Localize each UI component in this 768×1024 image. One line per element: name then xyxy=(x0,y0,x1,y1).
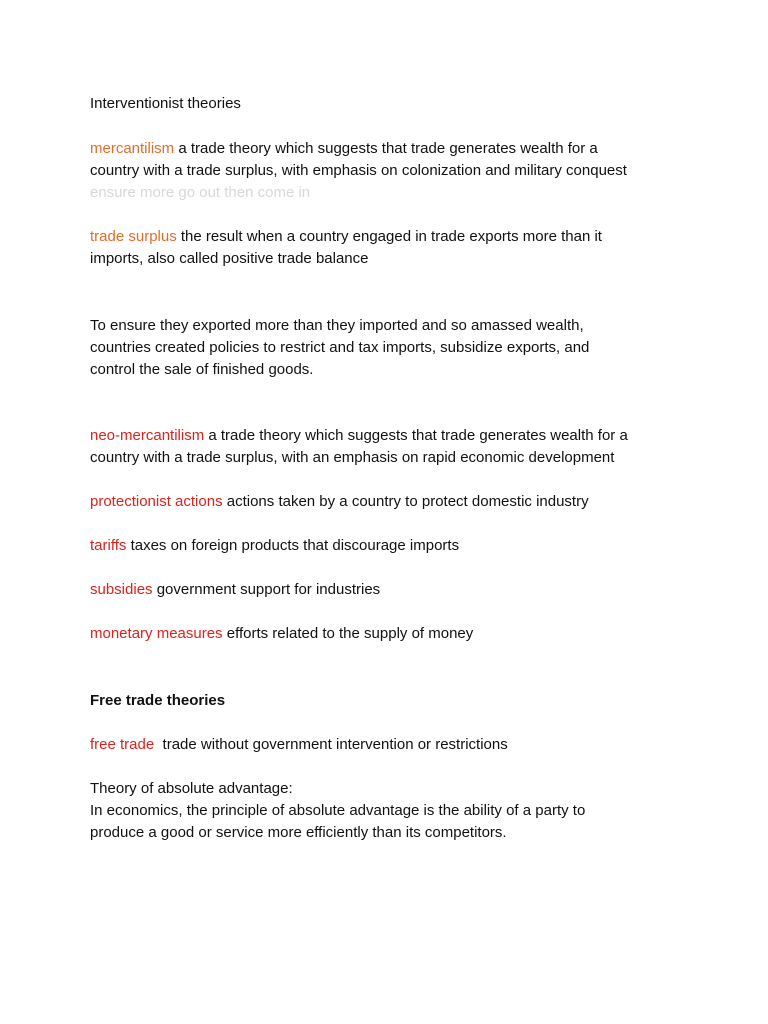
term-neo-mercantilism: neo-mercantilism xyxy=(90,427,205,444)
subsidies-text: government support for industries xyxy=(152,581,381,598)
term-free-trade: free trade xyxy=(90,736,155,753)
term-mercantilism: mercantilism xyxy=(90,140,175,157)
monetary-text: efforts related to the supply of money xyxy=(222,625,474,642)
tariffs-definition xyxy=(90,535,690,557)
absolute-advantage-line-2: produce a good or service more efficiently than its competitors. xyxy=(90,824,507,841)
paragraph-line-3: control the sale of finished goods. xyxy=(90,361,314,378)
mercantilism-faint-note: ensure more go out then come in xyxy=(90,184,311,201)
heading-free-trade-theories: Free trade theories xyxy=(90,692,226,709)
protectionist-text: actions taken by a country to protect domestic industry xyxy=(222,493,589,510)
term-trade-surplus: trade surplus xyxy=(90,228,177,245)
monetary-measures-definition xyxy=(90,623,690,645)
mercantilism-definition-line-1 xyxy=(90,138,690,160)
term-subsidies: subsidies xyxy=(90,581,153,598)
term-tariffs: tariffs xyxy=(90,537,127,554)
neo-mercantilism-definition-line-2: country with a trade surplus, with an emphasis on rapid economic development xyxy=(90,449,615,466)
free-trade-definition xyxy=(90,734,690,756)
term-protectionist-actions: protectionist actions xyxy=(90,493,223,510)
absolute-advantage-title: Theory of absolute advantage: xyxy=(90,780,293,797)
mercantilism-definition-line-2: country with a trade surplus, with emphasis on colonization and military conquest xyxy=(90,162,627,179)
subsidies-definition xyxy=(90,579,690,601)
paragraph-line-1: To ensure they exported more than they imported and so amassed wealth, xyxy=(90,317,584,334)
tariffs-text: taxes on foreign products that discourage imports xyxy=(126,537,460,554)
term-monetary-measures: monetary measures xyxy=(90,625,223,642)
protectionist-actions-definition xyxy=(90,491,690,513)
trade-surplus-definition-line-2: imports, also called positive trade balance xyxy=(90,250,369,267)
free-trade-text: trade without government intervention or restrictions xyxy=(154,736,508,753)
trade-surplus-text-1: the result when a country engaged in trade exports more than it xyxy=(176,228,602,245)
neo-mercantilism-definition-line-1 xyxy=(90,425,690,447)
heading-interventionist-theories: Interventionist theories xyxy=(90,95,241,112)
absolute-advantage-line-1: In economics, the principle of absolute advantage is the ability of a party to xyxy=(90,802,586,819)
neo-mercantilism-text-1: a trade theory which suggests that trade generates wealth for a xyxy=(204,427,628,444)
mercantilism-text-1: a trade theory which suggests that trade generates wealth for a xyxy=(174,140,598,157)
trade-surplus-definition-line-1 xyxy=(90,226,690,248)
paragraph-line-2: countries created policies to restrict and tax imports, subsidize exports, and xyxy=(90,339,590,356)
